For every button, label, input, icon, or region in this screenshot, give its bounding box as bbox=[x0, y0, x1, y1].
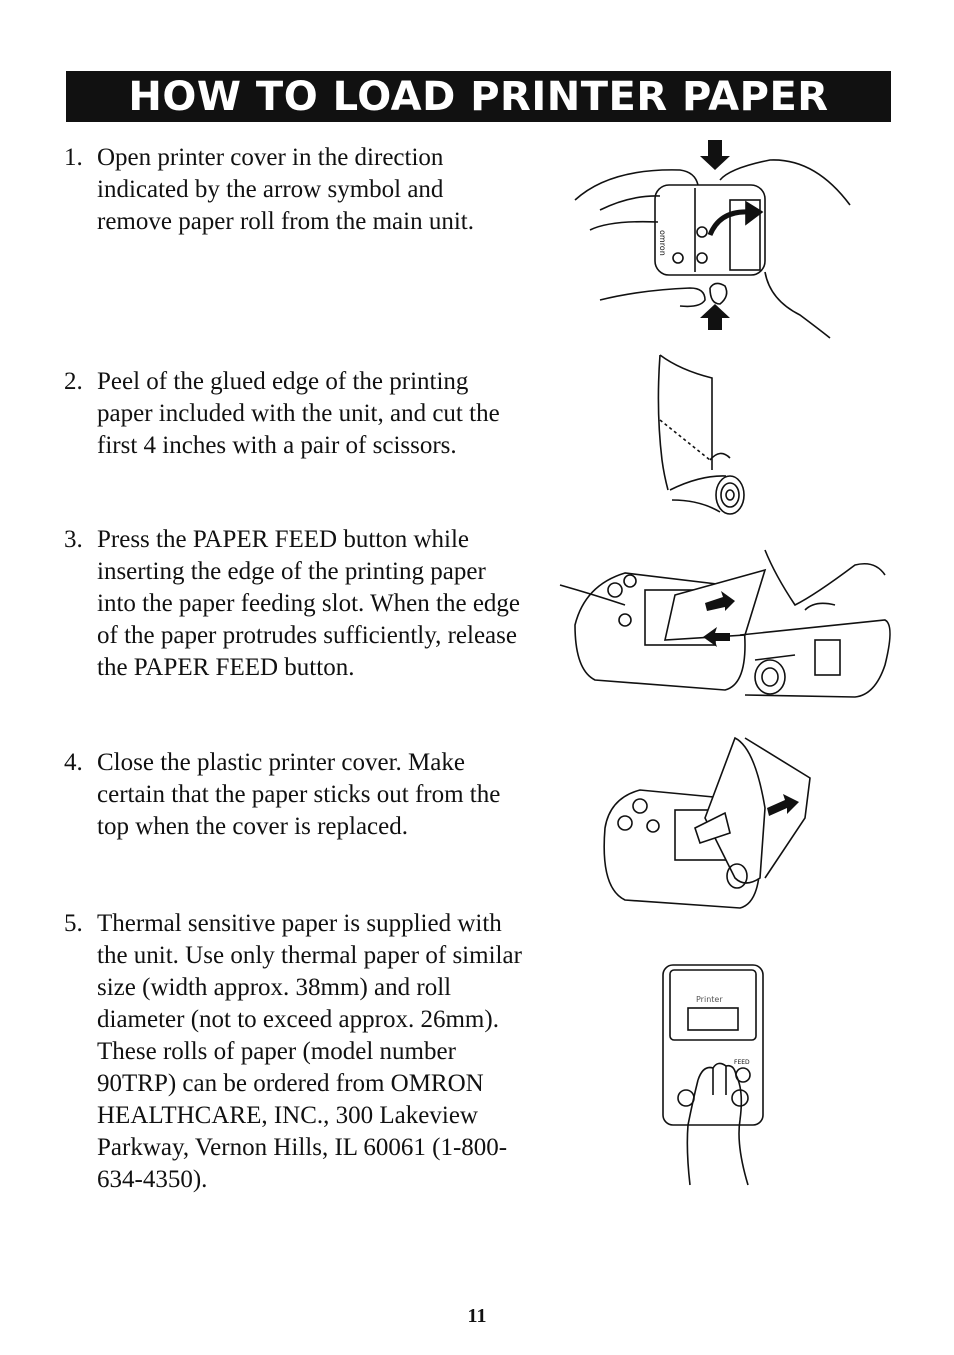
illustration-close-cover bbox=[595, 728, 820, 918]
step-2 bbox=[64, 366, 524, 462]
brand-label: omron bbox=[658, 230, 667, 256]
illustration-press-feed bbox=[658, 960, 768, 1190]
step-1 bbox=[64, 142, 524, 238]
step-text: Close the plastic printer cover. Make certain that the paper sticks out from the top when the cover is replaced. bbox=[97, 749, 501, 840]
illustration-paper-roll bbox=[650, 350, 760, 525]
step-number: 4. bbox=[64, 749, 83, 776]
step-5 bbox=[64, 908, 524, 1196]
feed-label: FEED bbox=[734, 1059, 750, 1066]
step-number: 2. bbox=[64, 368, 83, 395]
step-number: 3. bbox=[64, 526, 83, 553]
arrow-right-icon bbox=[767, 794, 799, 816]
step-3 bbox=[64, 524, 524, 684]
step-text: Press the PAPER FEED button while inserting the edge of the printing paper into the paper feeding slot. When the edge of the paper protrudes sufficiently, release the PAPER FEED button. bbox=[97, 526, 521, 681]
step-number: 5. bbox=[64, 910, 83, 937]
step-4 bbox=[64, 747, 524, 843]
step-text: Peel of the glued edge of the printing paper included with the unit, and cut the first 4 inches with a pair of scissors. bbox=[97, 368, 500, 459]
page-number: 11 bbox=[467, 1305, 487, 1327]
illustration-insert-paper bbox=[555, 545, 895, 705]
printer-label: Printer bbox=[696, 995, 723, 1004]
illustration-open-cover bbox=[570, 140, 860, 340]
page-title: HOW TO LOAD PRINTER PAPER bbox=[128, 73, 829, 120]
step-number: 1. bbox=[64, 144, 83, 171]
step-text: Open printer cover in the direction indicated by the arrow symbol and remove paper roll from the main unit. bbox=[97, 144, 474, 235]
step-text: Thermal sensitive paper is supplied with the unit. Use only thermal paper of similar size (width approx. 38mm) and roll diameter (not to exceed approx. 26mm). These rolls of paper (model number 90TRP) can be ordered from OMRON HEALTHCARE, INC., 300 Lakeview Parkway, Vernon Hills, IL 60061 (1-800-634-4350). bbox=[97, 910, 522, 1193]
arrow-up-icon bbox=[700, 304, 730, 330]
arrow-down-icon bbox=[700, 140, 730, 170]
title-bar bbox=[66, 71, 891, 122]
